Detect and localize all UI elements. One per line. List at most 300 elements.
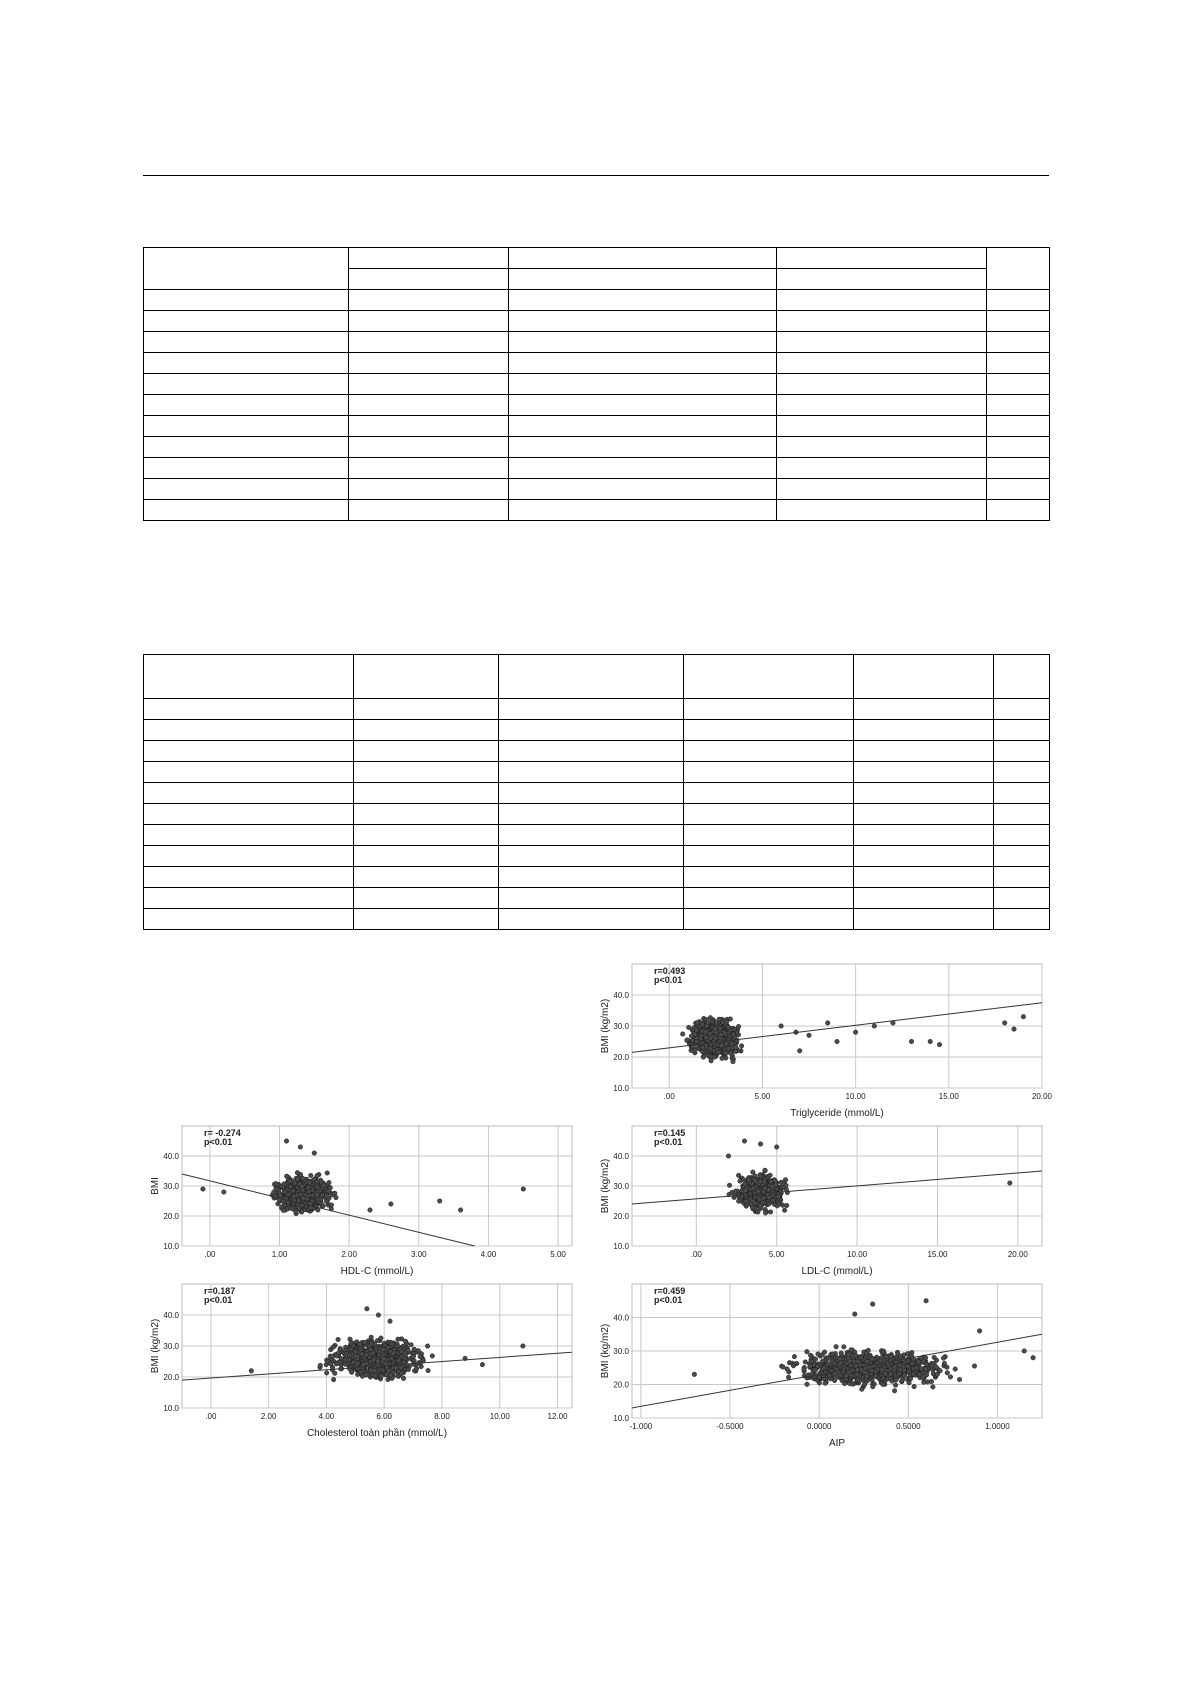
table-cell (994, 909, 1050, 930)
table-row (144, 332, 1050, 353)
data-point (1008, 1181, 1013, 1186)
table-cell (509, 416, 777, 437)
data-point (907, 1380, 912, 1385)
data-point (274, 1186, 279, 1191)
data-point (728, 1051, 733, 1056)
data-point (905, 1352, 910, 1357)
x-tick-label: .00 (205, 1412, 217, 1421)
table-cell (144, 248, 349, 290)
table-cell (994, 867, 1050, 888)
data-point (480, 1362, 485, 1367)
data-point (763, 1186, 768, 1191)
data-point (786, 1375, 791, 1380)
data-point (300, 1184, 305, 1189)
data-point (872, 1024, 877, 1029)
data-point (870, 1357, 875, 1362)
data-point (768, 1210, 773, 1215)
x-tick-label: 0.0000 (806, 1422, 832, 1431)
data-point (720, 1056, 725, 1061)
table-cell (349, 395, 509, 416)
table-cell (684, 909, 854, 930)
table-cell (349, 437, 509, 458)
data-point (823, 1381, 828, 1386)
y-tick-label: 10.0 (163, 1242, 179, 1251)
table-cell (349, 248, 509, 269)
data-point (802, 1367, 807, 1372)
table-cell (777, 374, 987, 395)
table-row (144, 720, 1050, 741)
data-point (369, 1341, 374, 1346)
table-cell (354, 867, 499, 888)
table-row (144, 846, 1050, 867)
data-point (743, 1182, 748, 1187)
table-cell (354, 762, 499, 783)
data-point (398, 1365, 403, 1370)
table-cell (144, 353, 349, 374)
y-tick-label: 30.0 (613, 1022, 629, 1031)
table-cell (144, 416, 349, 437)
table-cell (777, 395, 987, 416)
table-cell (144, 374, 349, 395)
data-point (689, 1048, 694, 1053)
data-point (835, 1039, 840, 1044)
table-cell (144, 655, 354, 699)
table-cell (499, 720, 684, 741)
data-point (792, 1354, 797, 1359)
data-point (726, 1154, 731, 1159)
data-point (301, 1176, 306, 1181)
data-point (394, 1366, 399, 1371)
data-point (356, 1366, 361, 1371)
table-cell (987, 479, 1050, 500)
correlation-annotation: p<0.01 (654, 1295, 683, 1305)
table-cell (777, 416, 987, 437)
x-axis-label: LDL-C (mmol/L) (801, 1266, 873, 1277)
y-tick-label: 10.0 (163, 1404, 179, 1413)
data-point (758, 1204, 763, 1209)
table-cell (777, 458, 987, 479)
data-point (331, 1345, 336, 1350)
data-point (357, 1342, 362, 1347)
data-point (281, 1208, 286, 1213)
data-point (699, 1033, 704, 1038)
x-tick-label: 12.00 (547, 1412, 568, 1421)
data-point (288, 1179, 293, 1184)
data-point (406, 1367, 411, 1372)
data-point (719, 1043, 724, 1048)
data-point (781, 1365, 786, 1370)
table-cell (777, 332, 987, 353)
data-point (389, 1202, 394, 1207)
data-point (888, 1376, 893, 1381)
data-point (724, 1051, 729, 1056)
data-point (916, 1360, 921, 1365)
data-point (846, 1352, 851, 1357)
data-point (437, 1199, 442, 1204)
table-cell (354, 783, 499, 804)
table-cell (509, 248, 777, 269)
correlation-annotation: r=0.187 (204, 1286, 236, 1296)
data-point (290, 1206, 295, 1211)
x-tick-label: 20.00 (1031, 1092, 1053, 1101)
data-point (774, 1145, 779, 1150)
table-cell (987, 353, 1050, 374)
table-cell (854, 846, 994, 867)
data-point (694, 1028, 699, 1033)
table-cell (684, 720, 854, 741)
data-point (873, 1374, 878, 1379)
data-point (901, 1364, 906, 1369)
table-cell (994, 720, 1050, 741)
table-cell (987, 500, 1050, 521)
table-cell (854, 909, 994, 930)
data-point (312, 1151, 317, 1156)
data-point (307, 1180, 312, 1185)
data-point (864, 1351, 869, 1356)
table-cell (684, 762, 854, 783)
data-point (426, 1368, 431, 1373)
y-axis-label: BMI (kg/m2) (600, 998, 611, 1054)
data-point (712, 1055, 717, 1060)
data-point (776, 1194, 781, 1199)
table-cell (509, 290, 777, 311)
table-cell (684, 804, 854, 825)
data-point (361, 1362, 366, 1367)
data-point (409, 1343, 414, 1348)
table-cell (777, 269, 987, 290)
data-point (419, 1364, 424, 1369)
data-point (881, 1382, 886, 1387)
data-point (369, 1335, 374, 1340)
data-point (860, 1387, 865, 1392)
correlation-annotation: r= -0.274 (204, 1128, 241, 1138)
data-point (706, 1020, 711, 1025)
data-point (768, 1179, 773, 1184)
data-point (808, 1364, 813, 1369)
table-cell (354, 804, 499, 825)
data-point (859, 1355, 864, 1360)
data-point (848, 1359, 853, 1364)
x-tick-label: 10.00 (847, 1250, 868, 1259)
table-cell (144, 332, 349, 353)
table-cell (349, 458, 509, 479)
data-point (826, 1362, 831, 1367)
data-point (825, 1021, 830, 1026)
table-cell (499, 825, 684, 846)
table-cell (354, 741, 499, 762)
table-cell (777, 437, 987, 458)
x-tick-label: 3.00 (410, 1250, 427, 1259)
data-point (912, 1384, 917, 1389)
data-point (883, 1372, 888, 1377)
data-point (286, 1193, 291, 1198)
table-cell (684, 699, 854, 720)
table-cell (509, 311, 777, 332)
data-point (389, 1342, 394, 1347)
x-axis-label: Cholesterol toàn phần (mmol/L) (306, 1428, 448, 1439)
table-cell (854, 804, 994, 825)
data-point (834, 1344, 839, 1349)
data-point (704, 1035, 709, 1040)
table-cell (994, 783, 1050, 804)
x-tick-label: 4.00 (480, 1250, 497, 1259)
data-point (288, 1184, 293, 1189)
scatter-triglyceride-bmi (598, 958, 1053, 1120)
data-point (744, 1199, 749, 1204)
y-tick-label: 40.0 (163, 1152, 179, 1161)
table-cell (994, 741, 1050, 762)
data-point (931, 1385, 936, 1390)
data-point (893, 1383, 898, 1388)
table-cell (509, 458, 777, 479)
data-point (821, 1366, 826, 1371)
data-point (934, 1358, 939, 1363)
x-tick-label: 5.00 (768, 1250, 785, 1259)
data-point (742, 1178, 747, 1183)
data-point (847, 1381, 852, 1386)
y-axis-label: BMI (kg/m2) (600, 1323, 611, 1379)
y-tick-label: 40.0 (613, 1313, 629, 1323)
table-cell (144, 888, 354, 909)
data-point (708, 1036, 713, 1041)
y-tick-label: 10.0 (613, 1414, 629, 1423)
data-point (731, 1059, 736, 1064)
table-cell (994, 655, 1050, 699)
data-point (783, 1178, 788, 1183)
table-cell (987, 248, 1050, 290)
table-cell (994, 846, 1050, 867)
data-point (284, 1139, 289, 1144)
table-cell (987, 437, 1050, 458)
x-tick-label: 2.00 (260, 1412, 277, 1421)
data-point (728, 1017, 733, 1022)
x-tick-label: 1.0000 (985, 1422, 1010, 1431)
data-point (892, 1389, 897, 1394)
x-tick-label: 4.00 (318, 1412, 335, 1421)
x-axis-label: Triglyceride (mmol/L) (790, 1108, 884, 1119)
table-cell (854, 720, 994, 741)
data-point (325, 1194, 330, 1199)
data-point (856, 1378, 861, 1383)
data-point (892, 1365, 897, 1370)
data-point (353, 1354, 358, 1359)
table-cell (499, 846, 684, 867)
table-cell (509, 500, 777, 521)
data-point (371, 1351, 376, 1356)
data-point (291, 1189, 296, 1194)
data-point (328, 1185, 333, 1190)
data-point (324, 1371, 329, 1376)
data-point (768, 1173, 773, 1178)
data-point (411, 1354, 416, 1359)
table-cell (144, 290, 349, 311)
data-point (686, 1025, 691, 1030)
y-axis-label: BMI (kg/m2) (600, 1158, 611, 1214)
data-point (935, 1372, 940, 1377)
y-tick-label: 20.0 (163, 1373, 179, 1382)
table-cell (777, 353, 987, 374)
data-point (853, 1312, 858, 1317)
data-point (282, 1182, 287, 1187)
data-point (953, 1367, 958, 1372)
table-cell (349, 500, 509, 521)
data-point (923, 1367, 928, 1372)
scatter-aip-bmi (598, 1278, 1048, 1450)
data-point (331, 1377, 336, 1382)
data-point (708, 1015, 713, 1020)
data-point (930, 1364, 935, 1369)
data-point (521, 1187, 526, 1192)
table-cell (354, 888, 499, 909)
data-point (382, 1357, 387, 1362)
data-point (751, 1186, 756, 1191)
table-cell (684, 825, 854, 846)
table-row (144, 437, 1050, 458)
data-point (299, 1210, 304, 1215)
table-cell (144, 741, 354, 762)
data-point (807, 1033, 812, 1038)
data-point (791, 1364, 796, 1369)
data-point (820, 1359, 825, 1364)
data-point (321, 1204, 326, 1209)
data-point (430, 1354, 435, 1359)
x-tick-label: 10.00 (489, 1412, 510, 1421)
data-point (249, 1369, 254, 1374)
data-point (307, 1189, 312, 1194)
data-point (797, 1049, 802, 1054)
data-point (871, 1384, 876, 1389)
table-row (144, 311, 1050, 332)
data-point (704, 1030, 709, 1035)
data-point (418, 1354, 423, 1359)
data-point (777, 1201, 782, 1206)
correlation-annotation: p<0.01 (204, 1295, 233, 1305)
table-cell (994, 825, 1050, 846)
table-cell (509, 269, 777, 290)
data-point (388, 1319, 393, 1324)
scatter-ldl-bmi (598, 1120, 1048, 1278)
data-point (391, 1351, 396, 1356)
data-point (773, 1179, 778, 1184)
y-tick-label: 20.0 (613, 1380, 629, 1390)
table-row (144, 395, 1050, 416)
data-point (368, 1208, 373, 1213)
data-point (286, 1200, 291, 1205)
table-cell (987, 290, 1050, 311)
table-row (144, 248, 1050, 269)
data-point (376, 1359, 381, 1364)
data-point (977, 1329, 982, 1334)
table-row (144, 458, 1050, 479)
table-row (144, 888, 1050, 909)
data-point (685, 1038, 690, 1043)
data-point (758, 1174, 763, 1179)
table-cell (994, 804, 1050, 825)
data-point (1002, 1021, 1007, 1026)
data-point (695, 1020, 700, 1025)
data-point (349, 1341, 354, 1346)
data-point (724, 1020, 729, 1025)
table-cell (144, 846, 354, 867)
data-point (315, 1173, 320, 1178)
table-cell (499, 783, 684, 804)
data-point (320, 1193, 325, 1198)
data-point (945, 1371, 950, 1376)
table-2 (143, 654, 1050, 930)
data-point (888, 1372, 893, 1377)
data-point (839, 1351, 844, 1356)
data-point (767, 1195, 772, 1200)
data-point (945, 1365, 950, 1370)
data-point (856, 1359, 861, 1364)
table-row (144, 741, 1050, 762)
table-cell (354, 720, 499, 741)
data-point (739, 1044, 744, 1049)
y-tick-label: 20.0 (613, 1212, 629, 1221)
data-point (803, 1360, 808, 1365)
data-point (763, 1168, 768, 1173)
data-point (919, 1367, 924, 1372)
data-point (817, 1375, 822, 1380)
x-tick-label: .00 (663, 1092, 675, 1101)
table-cell (144, 395, 349, 416)
data-point (934, 1365, 939, 1370)
data-point (403, 1339, 408, 1344)
table-cell (509, 437, 777, 458)
table-row (144, 762, 1050, 783)
table-cell (499, 762, 684, 783)
data-point (388, 1373, 393, 1378)
data-point (315, 1193, 320, 1198)
data-point (925, 1380, 930, 1385)
data-point (714, 1021, 719, 1026)
table-cell (354, 846, 499, 867)
correlation-annotation: r=0.459 (654, 1286, 686, 1296)
data-point (386, 1345, 391, 1350)
data-point (862, 1382, 867, 1387)
data-point (784, 1183, 789, 1188)
data-point (773, 1183, 778, 1188)
data-point (957, 1377, 962, 1382)
data-point (274, 1181, 279, 1186)
data-point (853, 1353, 858, 1358)
data-point (372, 1358, 377, 1363)
data-point (397, 1358, 402, 1363)
data-point (328, 1362, 333, 1367)
table-cell (509, 479, 777, 500)
data-point (692, 1372, 697, 1377)
scatter-hdl-bmi (148, 1120, 578, 1278)
y-tick-label: 30.0 (613, 1182, 629, 1191)
data-point (414, 1366, 419, 1371)
table-cell (994, 699, 1050, 720)
data-point (911, 1372, 916, 1377)
data-point (343, 1362, 348, 1367)
table-cell (509, 332, 777, 353)
table-cell (994, 888, 1050, 909)
data-point (347, 1357, 352, 1362)
data-point (347, 1353, 352, 1358)
data-point (1031, 1355, 1036, 1360)
table-cell (354, 825, 499, 846)
table-row (144, 909, 1050, 930)
data-point (396, 1374, 401, 1379)
scatter-cholesterol-bmi (148, 1278, 578, 1440)
data-point (321, 1183, 326, 1188)
table-cell (144, 762, 354, 783)
table-cell (349, 374, 509, 395)
table-cell (854, 825, 994, 846)
